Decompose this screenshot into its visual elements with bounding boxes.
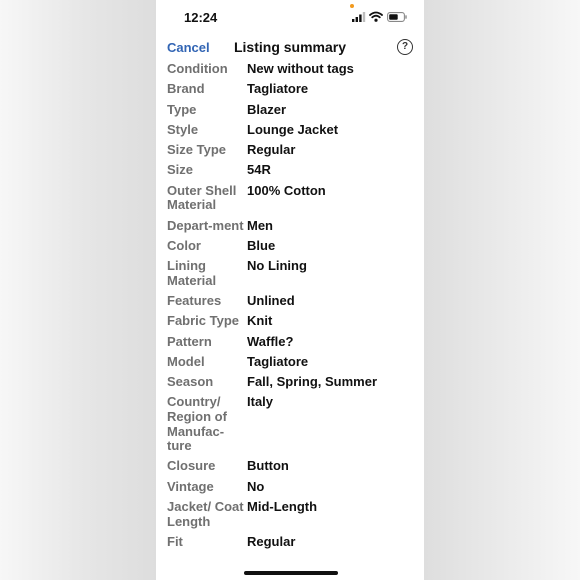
status-time: 12:24	[184, 10, 218, 25]
row-value: Mid-Length	[247, 499, 318, 515]
listing-details	[167, 62, 417, 555]
row-value: Fall, Spring, Summer	[247, 374, 378, 390]
detail-row-style	[167, 123, 417, 143]
detail-row-type	[167, 103, 417, 123]
cancel-button[interactable]: Cancel	[167, 40, 210, 55]
row-label: Size	[167, 162, 194, 178]
row-value: Men	[247, 217, 273, 233]
row-label: Brand	[167, 81, 205, 97]
detail-row-vintage	[167, 480, 417, 500]
row-label: Season	[167, 374, 214, 390]
detail-row-pattern	[167, 335, 417, 355]
row-value: Regular	[247, 142, 296, 158]
background-right	[424, 0, 580, 580]
row-label: Depart-ment	[167, 217, 244, 233]
wifi-icon	[369, 11, 383, 22]
detail-row-season	[167, 375, 417, 395]
detail-row-brand	[167, 82, 417, 102]
background-left	[0, 0, 156, 580]
row-label: Style	[167, 121, 199, 137]
cellular-signal-icon	[352, 12, 366, 22]
detail-row-model	[167, 355, 417, 375]
row-value: Blue	[247, 237, 276, 253]
home-indicator[interactable]	[244, 571, 338, 575]
detail-row-condition	[167, 62, 417, 82]
detail-row-closure	[167, 459, 417, 479]
row-label: Closure	[167, 458, 216, 474]
detail-row-outer-shell-material	[167, 184, 417, 219]
row-label: Type	[167, 101, 197, 117]
row-label: Fabric Type	[167, 313, 240, 329]
detail-row-country-region-of-manufacture	[167, 395, 417, 459]
row-value: Italy	[247, 394, 274, 410]
row-value: Tagliatore	[247, 81, 309, 97]
row-value: No	[247, 478, 265, 494]
row-label: Vintage	[167, 478, 214, 494]
row-value: Button	[247, 458, 289, 474]
row-label: Jacket/ Coat Length	[167, 499, 244, 529]
detail-row-lining-material	[167, 259, 417, 294]
page-title: Listing summary	[233, 39, 347, 55]
phone-screen	[156, 0, 424, 580]
row-value: Unlined	[247, 293, 295, 308]
row-value: Knit	[247, 313, 273, 329]
row-value: Regular	[247, 533, 296, 549]
row-value: 100% Cotton	[247, 182, 326, 198]
detail-row-size-type	[167, 143, 417, 163]
detail-row-jacket-coat-length	[167, 500, 417, 535]
row-label: Fit	[167, 533, 183, 549]
row-value: Lounge Jacket	[247, 121, 339, 137]
detail-row-fabric-type	[167, 314, 417, 334]
help-icon[interactable]: ?	[397, 39, 413, 55]
detail-row-size	[167, 163, 417, 183]
row-label: Model	[167, 353, 205, 369]
row-value: No Lining	[247, 258, 307, 274]
row-label: Condition	[167, 61, 228, 76]
row-label: Country/ Region of Manufac-ture	[167, 394, 227, 454]
row-label: Features	[167, 293, 222, 308]
row-value: New without tags	[247, 61, 354, 76]
row-label: Outer Shell Material	[167, 182, 237, 213]
row-value: 54R	[247, 162, 271, 178]
row-value: Blazer	[247, 101, 287, 117]
row-label: Lining Material	[167, 258, 217, 288]
privacy-indicator-icon	[350, 4, 354, 8]
row-value: Waffle?	[247, 333, 294, 349]
row-label: Size Type	[167, 142, 227, 158]
row-label: Pattern	[167, 333, 212, 349]
detail-row-fit	[167, 535, 417, 555]
detail-row-department	[167, 219, 417, 239]
detail-row-color	[167, 239, 417, 259]
row-label: Color	[167, 237, 201, 253]
row-value: Tagliatore	[247, 353, 309, 369]
battery-icon	[387, 12, 407, 22]
detail-row-features	[167, 294, 417, 314]
